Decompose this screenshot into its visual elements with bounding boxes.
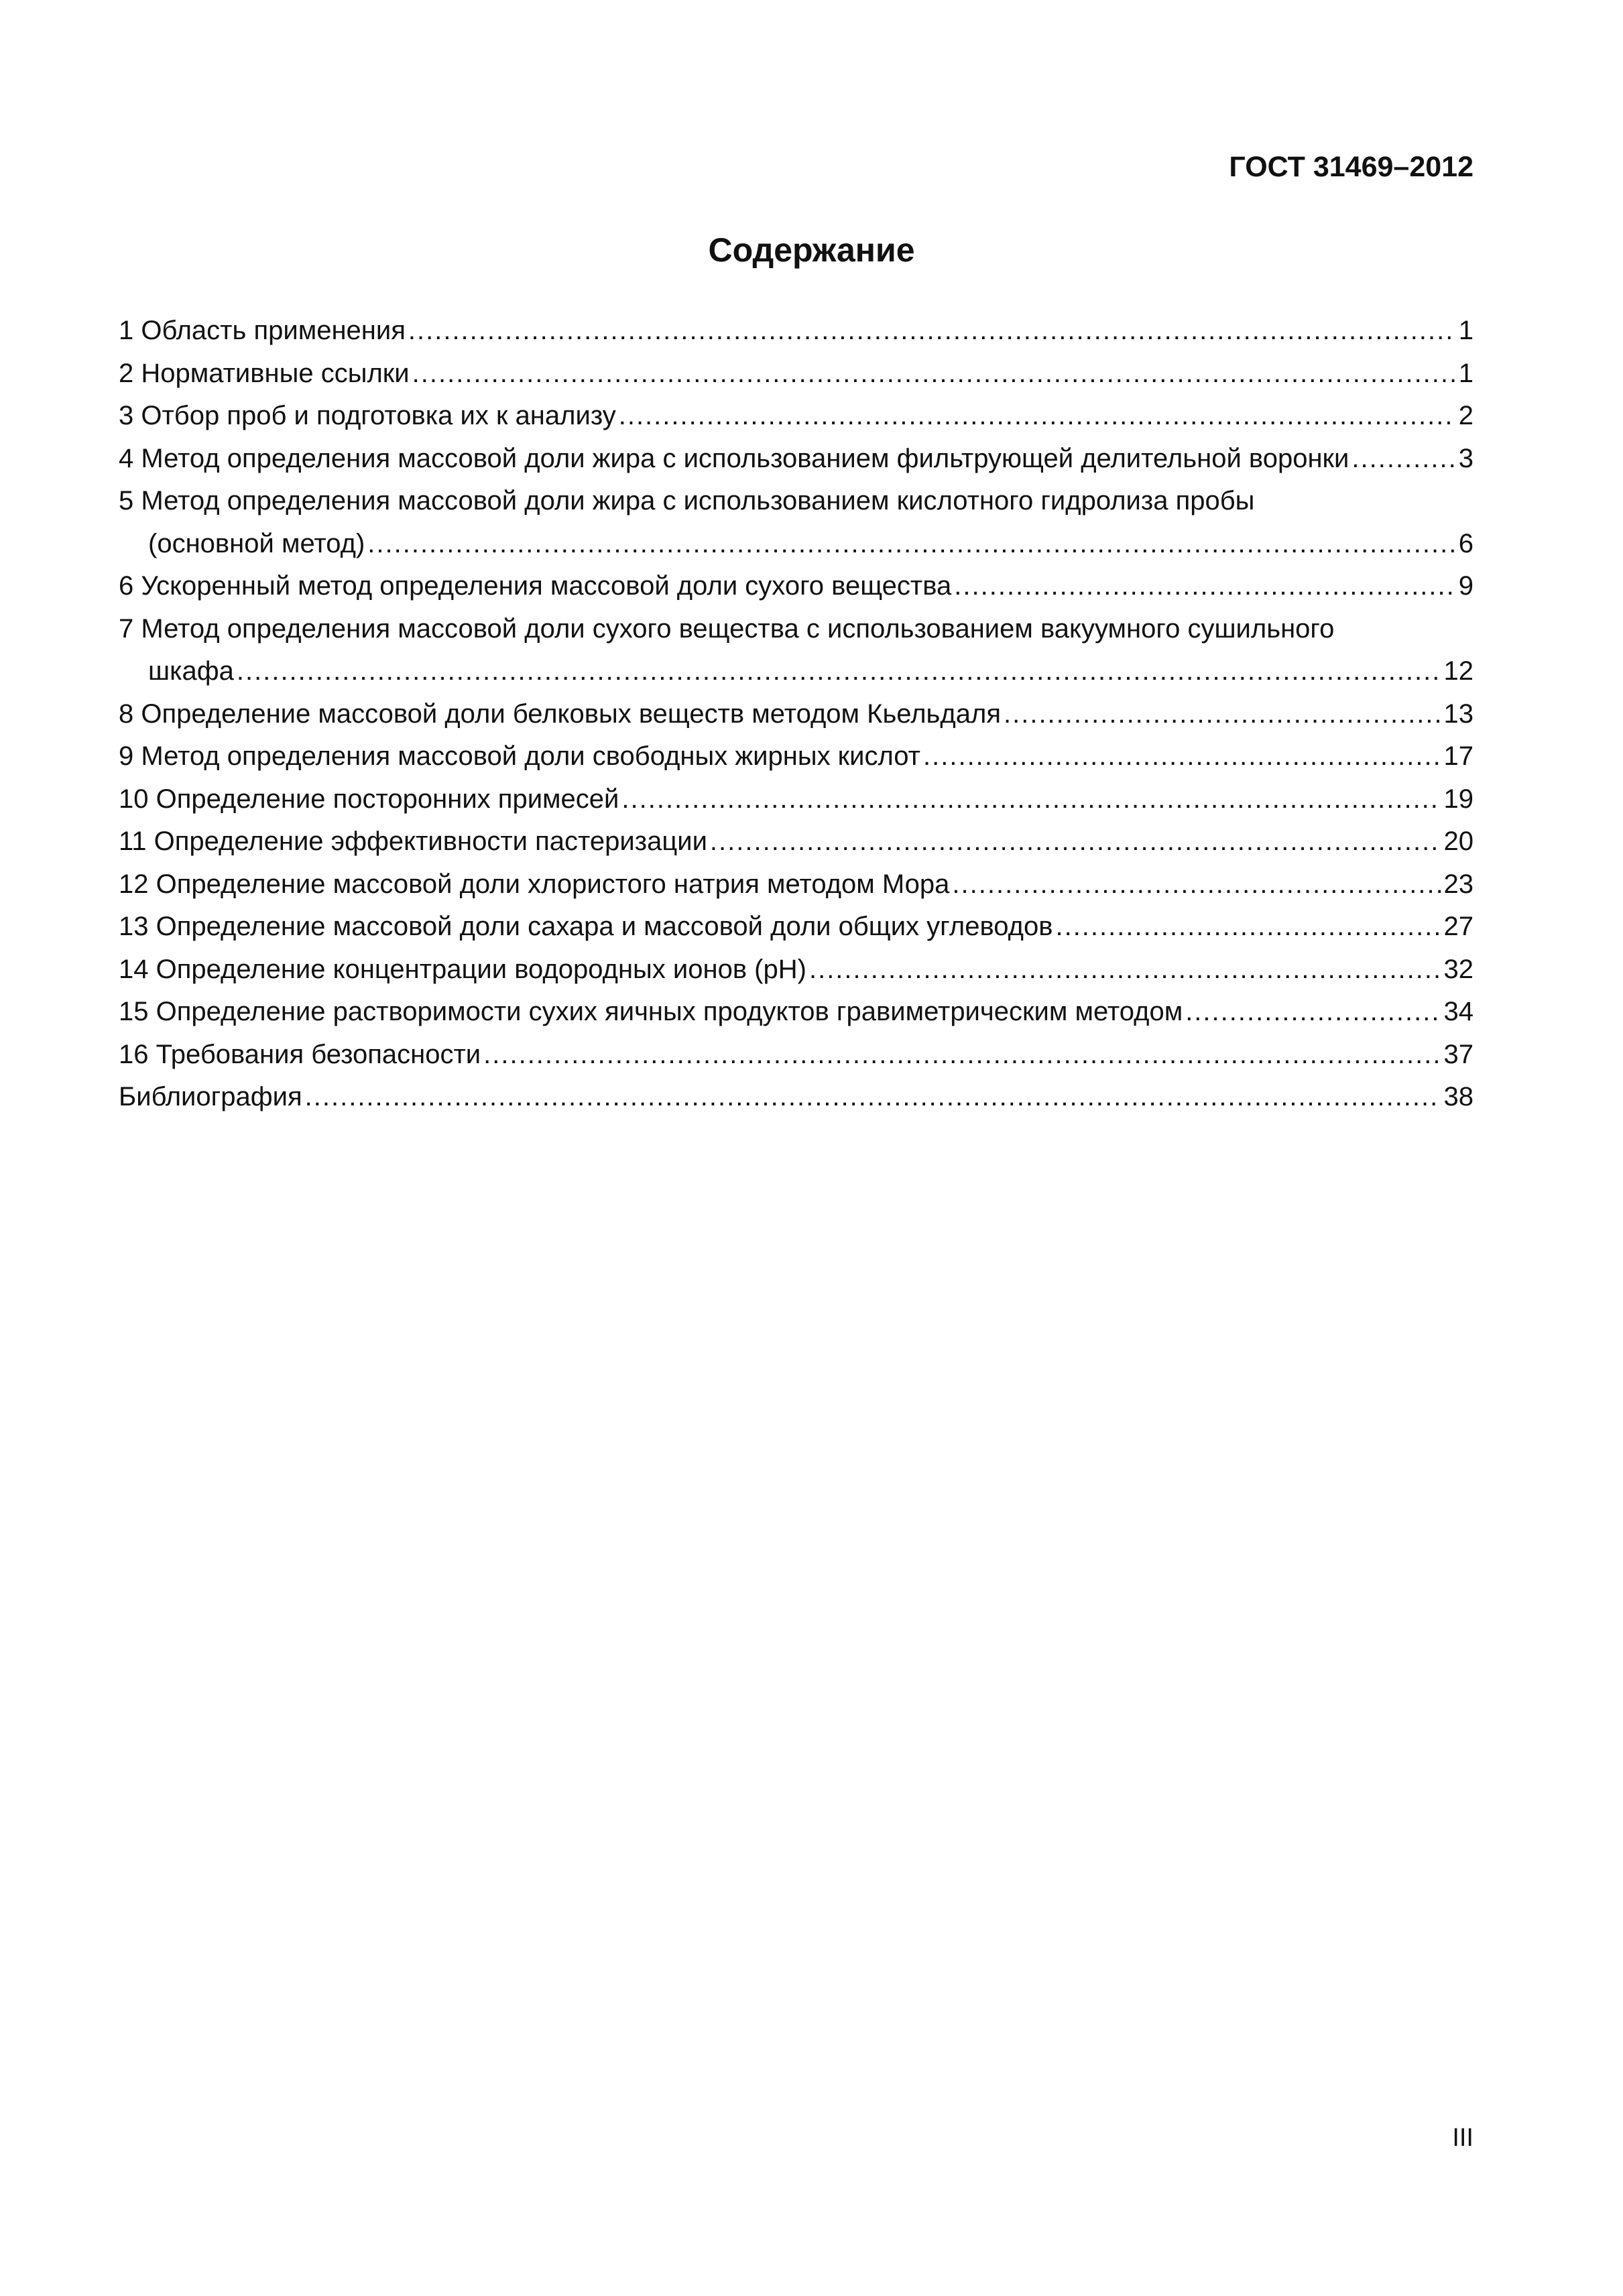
toc-heading: Содержание	[708, 231, 915, 269]
toc-entry-page: 20	[1443, 827, 1474, 856]
toc-entry[interactable]	[119, 1076, 1474, 1119]
toc-entry-page: 12	[1443, 656, 1474, 686]
toc-entry-page: 13	[1443, 699, 1474, 729]
toc-leader	[305, 1076, 1441, 1119]
toc-entry-text: 3 Отбор проб и подготовка их к анализу	[119, 401, 616, 430]
toc-leader	[367, 523, 1455, 566]
toc-entry[interactable]	[119, 821, 1474, 863]
toc-entry-text: 15 Определение растворимости сухих яичных продуктов гравиметрическим методом	[119, 997, 1183, 1026]
toc-entry-text: 13 Определение массовой доли сахара и массовой доли общих углеводов	[119, 912, 1053, 941]
toc-entry-page: 6	[1458, 528, 1474, 558]
toc-entry[interactable]	[119, 693, 1474, 736]
toc-entry-text: 8 Определение массовой доли белковых веществ методом Кьельдаля	[119, 699, 1001, 729]
toc-entry[interactable]	[119, 949, 1474, 991]
toc-entry[interactable]	[119, 991, 1474, 1034]
toc-entry-page: 1	[1458, 316, 1474, 345]
toc-leader	[1185, 991, 1441, 1034]
toc-entry-text: 5 Метод определения массовой доли жира с использованием кислотного гидролиза пробы	[119, 486, 1255, 516]
toc-leader	[483, 1034, 1441, 1077]
toc-entry-page: 19	[1443, 784, 1474, 814]
toc-leader	[1351, 438, 1455, 481]
toc-entry-page: 37	[1443, 1039, 1474, 1069]
toc-entry-page: 2	[1458, 401, 1474, 430]
toc-entry[interactable]	[119, 353, 1474, 396]
toc-entry[interactable]	[119, 310, 1474, 353]
toc-leader	[412, 353, 1456, 396]
toc-entry-page: 38	[1443, 1082, 1474, 1111]
toc-entry-text: 11 Определение эффективности пастеризации	[119, 827, 707, 856]
toc-leader	[1055, 906, 1441, 949]
toc-entry[interactable]	[119, 778, 1474, 821]
toc-leader	[619, 395, 1456, 438]
table-of-contents	[119, 310, 1474, 1119]
toc-entry-wrapped-last-line[interactable]	[119, 650, 1474, 693]
toc-entry-text: 14 Определение концентрации водородных ионов (pH)	[119, 954, 806, 984]
toc-entry[interactable]	[119, 395, 1474, 438]
toc-entry-page: 1	[1458, 358, 1474, 388]
toc-leader	[710, 821, 1441, 863]
toc-leader	[621, 778, 1441, 821]
toc-entry-wrapped-first-line[interactable]	[119, 480, 1474, 523]
toc-entry[interactable]	[119, 906, 1474, 949]
toc-entry-page: 27	[1443, 912, 1474, 941]
toc-entry-page: 23	[1443, 869, 1474, 899]
toc-entry-text: 2 Нормативные ссылки	[119, 358, 410, 388]
toc-entry-text: 7 Метод определения массовой доли сухого вещества с использованием вакуумного сушильного	[119, 613, 1335, 644]
toc-leader	[237, 650, 1441, 693]
toc-entry-page: 3	[1458, 443, 1474, 473]
toc-entry-text: Библиография	[119, 1082, 302, 1111]
toc-entry-page: 32	[1443, 954, 1474, 984]
page-number: III	[1452, 2124, 1474, 2152]
toc-entry-text: 4 Метод определения массовой доли жира с использованием фильтрующей делительной воронки	[119, 443, 1349, 473]
toc-entry-text: 10 Определение посторонних примесей	[119, 784, 619, 814]
toc-entry[interactable]	[119, 735, 1474, 778]
toc-leader	[408, 310, 1456, 353]
toc-entry-text: 16 Требования безопасности	[119, 1039, 481, 1069]
toc-entry-text: (основной метод)	[148, 528, 365, 558]
toc-entry-text: 12 Определение массовой доли хлористого натрия методом Мора	[119, 869, 950, 899]
toc-entry[interactable]	[119, 1034, 1474, 1077]
toc-entry-page: 9	[1458, 571, 1474, 601]
toc-entry[interactable]	[119, 863, 1474, 906]
toc-leader	[923, 735, 1441, 778]
toc-entry-wrapped-first-line[interactable]	[119, 608, 1474, 651]
toc-entry-text: 1 Область применения	[119, 316, 406, 345]
toc-entry[interactable]	[119, 438, 1474, 481]
toc-entry-text: шкафа	[148, 656, 234, 686]
toc-leader	[954, 565, 1455, 608]
toc-leader	[952, 863, 1441, 906]
toc-entry-page: 17	[1443, 741, 1474, 771]
toc-leader	[1004, 693, 1441, 736]
toc-entry-page: 34	[1443, 997, 1474, 1026]
toc-leader	[809, 949, 1441, 991]
toc-entry-text: 9 Метод определения массовой доли свободных жирных кислот	[119, 741, 920, 771]
toc-entry-text: 6 Ускоренный метод определения массовой доли сухого вещества	[119, 571, 952, 601]
document-code: ГОСТ 31469–2012	[1229, 151, 1474, 183]
toc-entry-wrapped-last-line[interactable]	[119, 523, 1474, 566]
toc-entry[interactable]	[119, 565, 1474, 608]
